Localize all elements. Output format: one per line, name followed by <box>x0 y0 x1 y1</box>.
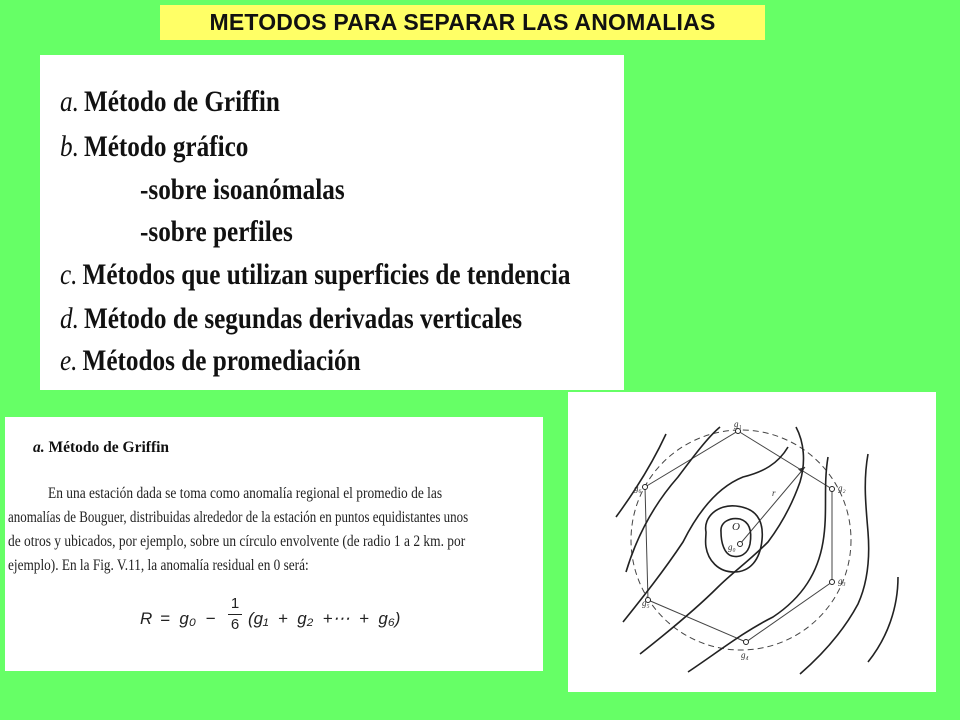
method-label: Método de Griffin <box>83 85 280 118</box>
method-item-d <box>60 302 522 336</box>
method-sub-isoanomalas: -sobre isoanómalas <box>140 173 345 206</box>
formula-sum: (g₁ + g₂ +⋯ + g₆) <box>248 609 401 628</box>
griffin-text-panel <box>5 417 543 671</box>
griffin-paragraph-line: anomalías de Bouguer, distribuidas alrededor de la estación en puntos equidistantes unos <box>8 509 469 526</box>
griffin-heading-text: Método de Griffin <box>48 439 170 456</box>
method-label: Método gráfico <box>83 130 249 163</box>
griffin-paragraph-line: ejemplo). En la Fig. V.11, la anomalía residual en 0 será: <box>8 557 309 574</box>
title-banner <box>160 5 765 40</box>
station-marker-g4 <box>744 640 749 645</box>
method-letter: c. <box>60 258 78 291</box>
station-label-g2: g₂ <box>838 483 846 493</box>
formula-lhs: R <box>140 609 153 628</box>
formula-denominator: 6 <box>230 616 240 633</box>
station-marker-g3 <box>830 580 835 585</box>
griffin-heading <box>33 439 169 457</box>
page-title: METODOS PARA SEPARAR LAS ANOMALIAS <box>209 9 716 35</box>
center-value-label: g₀ <box>728 542 736 552</box>
griffin-heading-letter: a. <box>33 439 45 456</box>
griffin-paragraph-line: En una estación dada se toma como anomalía regional el promedio de las <box>48 485 443 502</box>
contour-line <box>688 457 828 672</box>
contour-line <box>616 434 666 517</box>
contour-line <box>800 454 869 674</box>
station-marker-g1 <box>736 429 741 434</box>
station-label-g4: g₄ <box>741 650 749 660</box>
envelope-circle <box>631 430 851 650</box>
griffin-diagram-panel <box>568 392 936 692</box>
method-sub-perfiles: -sobre perfiles <box>140 215 293 248</box>
station-marker-g2 <box>830 487 835 492</box>
formula-eq: = g₀ − <box>160 609 216 628</box>
formula-fraction <box>228 595 242 633</box>
method-item-c <box>60 258 570 292</box>
center-station-marker <box>738 542 743 547</box>
center-label: O <box>732 521 740 533</box>
method-label: Métodos que utilizan superficies de tendencia <box>82 258 571 291</box>
station-label-g5: g₅ <box>642 598 650 608</box>
method-label: Métodos de promediación <box>82 344 361 377</box>
station-label-g3: g₃ <box>838 576 846 586</box>
station-label-g1: g₁ <box>734 419 742 429</box>
griffin-paragraph-line: de otros y ubicados, por ejemplo, sobre un círculo envolvente (de radio 1 a 2 km. por <box>8 533 466 550</box>
method-letter: b. <box>60 130 79 163</box>
methods-list-panel <box>40 55 624 390</box>
residual-formula <box>140 595 430 647</box>
method-item-b <box>60 130 248 164</box>
contour-line <box>868 577 898 662</box>
formula-fraction-bar <box>228 614 242 615</box>
formula-numerator: 1 <box>230 595 240 612</box>
inner-contour <box>706 506 763 572</box>
method-letter: e. <box>60 344 78 377</box>
method-item-e <box>60 344 361 378</box>
method-label: Método de segundas derivadas verticales <box>83 302 523 335</box>
griffin-figure <box>568 392 936 692</box>
station-marker-g6 <box>643 485 648 490</box>
radius-label: r <box>772 488 776 498</box>
method-letter: d. <box>60 302 79 335</box>
method-item-a <box>60 85 280 119</box>
method-letter: a. <box>60 85 79 118</box>
station-label-g6: g₆ <box>634 483 642 493</box>
